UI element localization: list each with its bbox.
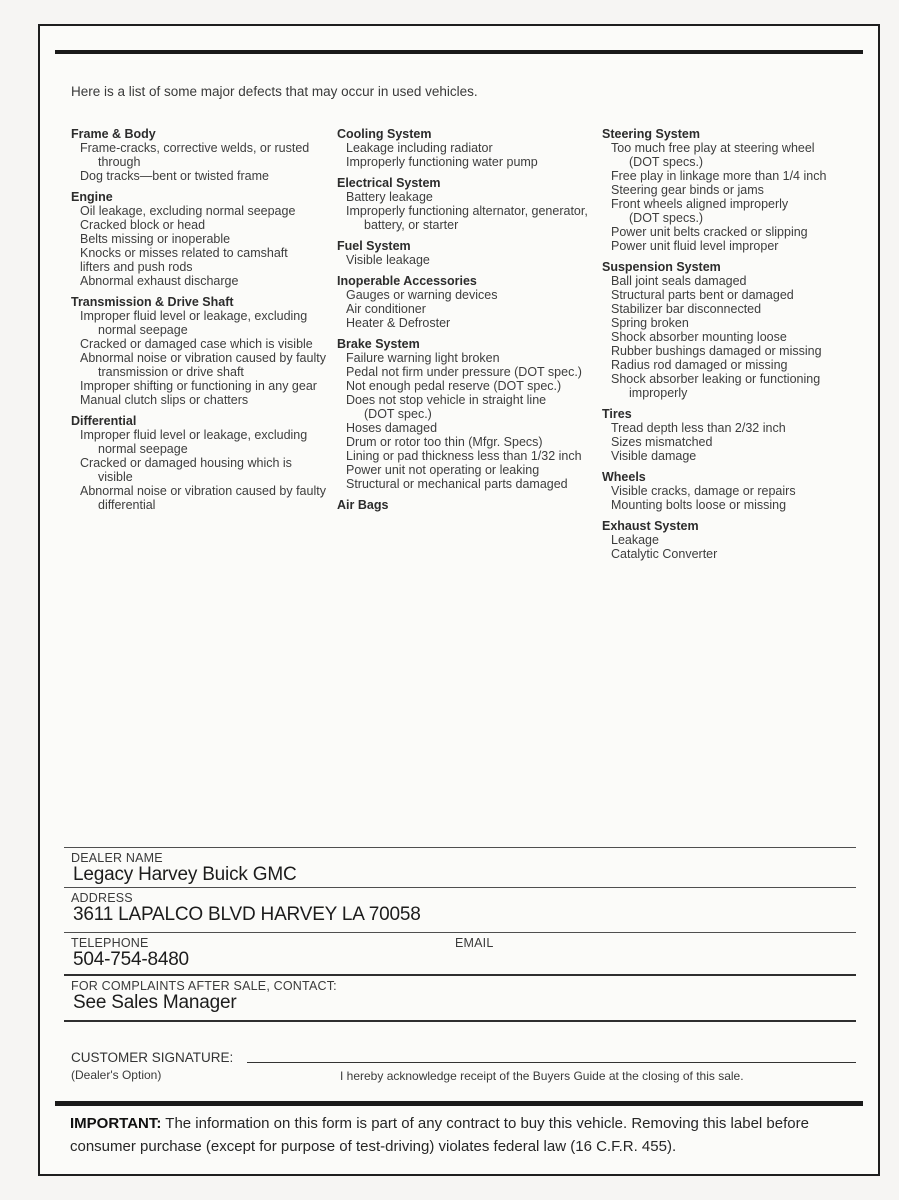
complaints-label: FOR COMPLAINTS AFTER SALE, CONTACT: xyxy=(71,979,337,993)
defect-item: Shock absorber leaking or functioning xyxy=(611,372,821,386)
defect-section-title: Transmission & Drive Shaft xyxy=(71,295,234,309)
top-divider xyxy=(55,50,863,54)
defect-item: Heater & Defroster xyxy=(346,316,451,330)
defect-item: normal seepage xyxy=(98,323,188,337)
defect-item: Free play in linkage more than 1/4 inch xyxy=(611,169,827,183)
defect-item: (DOT specs.) xyxy=(629,211,704,225)
defect-item: (DOT spec.) xyxy=(364,407,432,421)
defect-section-title: Engine xyxy=(71,190,113,204)
defect-item: Radius rod damaged or missing xyxy=(611,358,788,372)
defects-column xyxy=(71,127,326,512)
defect-item: Improper fluid level or leakage, excluding xyxy=(80,428,308,442)
defect-section-title: Inoperable Accessories xyxy=(337,274,477,288)
defect-item: Pedal not firm under pressure (DOT spec.) xyxy=(346,365,582,379)
defect-item: through xyxy=(98,155,141,169)
dealer-name-value: Legacy Harvey Buick GMC xyxy=(73,864,297,885)
defect-section xyxy=(602,470,826,512)
defect-item: Structural parts bent or damaged xyxy=(611,288,794,302)
defect-section xyxy=(337,239,588,267)
important-text: The information on this form is part of any contract to buy this vehicle. Removing this label before consumer purchase (except for purpose of test-driving) violates federal law (16 C.F.R. 455). xyxy=(70,1115,809,1155)
signature-line xyxy=(247,1062,856,1063)
telephone-label: TELEPHONE xyxy=(71,936,149,950)
defect-item: Hoses damaged xyxy=(346,421,438,435)
defect-item: lifters and push rods xyxy=(80,260,193,274)
defect-item: Leakage including radiator xyxy=(346,141,493,155)
defect-section-title: Cooling System xyxy=(337,127,432,141)
defect-item: Improperly functioning alternator, generator, xyxy=(346,204,588,218)
defect-section xyxy=(71,127,326,183)
defect-item: Steering gear binds or jams xyxy=(611,183,764,197)
defect-item: Belts missing or inoperable xyxy=(80,232,231,246)
defect-item: improperly xyxy=(629,386,688,400)
defect-item: transmission or drive shaft xyxy=(98,365,244,379)
intro-text: Here is a list of some major defects that may occur in used vehicles. xyxy=(71,84,478,99)
defect-section-title: Exhaust System xyxy=(602,519,699,533)
bottom-divider xyxy=(55,1101,863,1106)
field-rule xyxy=(64,887,856,888)
defect-item: Visible leakage xyxy=(346,253,430,267)
defect-item: Dog tracks—bent or twisted frame xyxy=(80,169,269,183)
defect-item: Not enough pedal reserve (DOT spec.) xyxy=(346,379,562,393)
defect-item: Ball joint seals damaged xyxy=(611,274,747,288)
defect-item: Drum or rotor too thin (Mfgr. Specs) xyxy=(346,435,543,449)
field-rule xyxy=(64,1020,856,1022)
defect-item: Rubber bushings damaged or missing xyxy=(611,344,822,358)
defect-section-title: Electrical System xyxy=(337,176,441,190)
important-notice xyxy=(70,1113,858,1158)
defect-section-title: Brake System xyxy=(337,337,420,351)
defect-item: Catalytic Converter xyxy=(611,547,718,561)
defects-column xyxy=(337,127,588,512)
defect-item: Power unit not operating or leaking xyxy=(346,463,540,477)
important-label: IMPORTANT: xyxy=(70,1115,162,1132)
defect-section xyxy=(71,414,326,512)
address-value: 3611 LAPALCO BLVD HARVEY LA 70058 xyxy=(73,904,421,925)
defect-section xyxy=(337,127,588,169)
defect-item: differential xyxy=(98,498,156,512)
defect-item: Abnormal noise or vibration caused by faulty xyxy=(80,484,326,498)
defect-item: Does not stop vehicle in straight line xyxy=(346,393,547,407)
defect-item: Oil leakage, excluding normal seepage xyxy=(80,204,296,218)
defect-section-title: Fuel System xyxy=(337,239,411,253)
defect-item: Lining or pad thickness less than 1/32 inch xyxy=(346,449,582,463)
defect-item: Power unit fluid level improper xyxy=(611,239,779,253)
defect-item: Cracked or damaged case which is visible xyxy=(80,337,313,351)
defect-item: Knocks or misses related to camshaft xyxy=(80,246,288,260)
defect-item: Failure warning light broken xyxy=(346,351,500,365)
defect-item: Frame-cracks, corrective welds, or rusted xyxy=(80,141,310,155)
defect-item: normal seepage xyxy=(98,442,188,456)
defect-item: Shock absorber mounting loose xyxy=(611,330,787,344)
defect-section xyxy=(71,190,326,288)
email-label: EMAIL xyxy=(455,936,494,950)
field-rule xyxy=(64,932,856,933)
defect-item: Tread depth less than 2/32 inch xyxy=(611,421,786,435)
defect-item: Structural or mechanical parts damaged xyxy=(346,477,568,491)
defect-section-title: Steering System xyxy=(602,127,700,141)
address-label: ADDRESS xyxy=(71,891,133,905)
defect-item: Stabilizer bar disconnected xyxy=(611,302,762,316)
defect-item: Mounting bolts loose or missing xyxy=(611,498,787,512)
defect-section xyxy=(71,295,326,407)
defect-section-title: Differential xyxy=(71,414,137,428)
complaints-value: See Sales Manager xyxy=(73,992,237,1013)
defect-item: Cracked or damaged housing which is xyxy=(80,456,292,470)
defect-item: Sizes mismatched xyxy=(611,435,713,449)
defect-section-title: Tires xyxy=(602,407,632,421)
defect-item: Abnormal noise or vibration caused by faulty xyxy=(80,351,326,365)
defect-item: Improper fluid level or leakage, excluding xyxy=(80,309,308,323)
defect-item: visible xyxy=(98,470,133,484)
field-rule xyxy=(64,847,856,848)
telephone-value: 504-754-8480 xyxy=(73,949,189,970)
acknowledgment-text: I hereby acknowledge receipt of the Buyers Guide at the closing of this sale. xyxy=(340,1069,744,1083)
defect-section-title: Wheels xyxy=(602,470,646,484)
defect-section xyxy=(337,176,588,232)
defects-column xyxy=(602,127,826,561)
defect-section xyxy=(602,519,826,561)
defect-item: battery, or starter xyxy=(364,218,459,232)
defect-item: Manual clutch slips or chatters xyxy=(80,393,249,407)
defect-item: Gauges or warning devices xyxy=(346,288,498,302)
defect-item: Visible damage xyxy=(611,449,697,463)
defect-item: Visible cracks, damage or repairs xyxy=(611,484,796,498)
defect-section xyxy=(602,260,826,400)
defect-section-title: Frame & Body xyxy=(71,127,156,141)
defect-section-title: Air Bags xyxy=(337,498,389,512)
defect-section xyxy=(337,274,588,330)
defect-section xyxy=(602,127,826,253)
defect-section xyxy=(602,407,826,463)
defect-section xyxy=(337,337,588,491)
defect-item: Improperly functioning water pump xyxy=(346,155,538,169)
dealers-option-note: (Dealer's Option) xyxy=(71,1068,162,1082)
defect-item: Air conditioner xyxy=(346,302,426,316)
defect-item: Improper shifting or functioning in any gear xyxy=(80,379,317,393)
defect-item: Abnormal exhaust discharge xyxy=(80,274,239,288)
defect-section xyxy=(337,498,588,512)
defect-item: (DOT specs.) xyxy=(629,155,704,169)
defect-item: Power unit belts cracked or slipping xyxy=(611,225,808,239)
defect-item: Front wheels aligned improperly xyxy=(611,197,789,211)
field-rule xyxy=(64,974,856,976)
defect-item: Cracked block or head xyxy=(80,218,206,232)
customer-signature-label: CUSTOMER SIGNATURE: xyxy=(71,1050,234,1065)
defect-section-title: Suspension System xyxy=(602,260,721,274)
defect-item: Leakage xyxy=(611,533,659,547)
defect-item: Battery leakage xyxy=(346,190,433,204)
dealer-name-label: DEALER NAME xyxy=(71,851,163,865)
defect-item: Spring broken xyxy=(611,316,689,330)
defect-item: Too much free play at steering wheel xyxy=(611,141,815,155)
